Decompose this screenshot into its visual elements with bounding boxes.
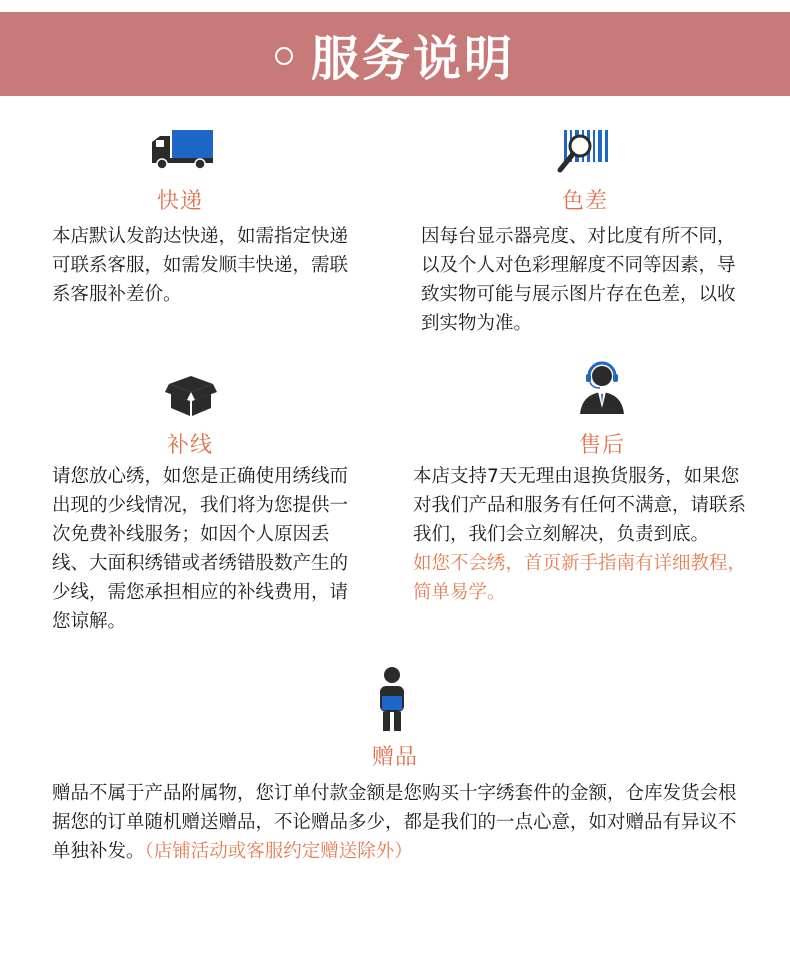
thread-title: 补线 xyxy=(166,433,213,458)
thread-text: 请您放心绣，如您是正确使用绣线而出现的少线情况，我们将为您提供一次免费补线服务；如因个人原因丢线、大面积绣错或者绣错股数产生的少线，需您承担相应的补线费用，请您谅解。 xyxy=(52,466,349,632)
box-icon xyxy=(165,372,217,418)
truck-icon xyxy=(150,128,214,170)
support-agent-icon xyxy=(578,360,626,416)
gift-title: 赠品 xyxy=(371,745,418,770)
express-text: 本店默认发韵达快递，如需指定快递可联系客服，如需发顺丰快递，需联系客服补差价。 xyxy=(52,226,349,305)
color-text: 因每台显示器亮度、对比度有所不同，以及个人对色彩理解度不同等因素，导致实物可能与展示图片存在色差，以收到实物为准。 xyxy=(421,226,736,334)
page-title: 服务说明 xyxy=(310,30,515,87)
gift-note: （店铺活动或客服约定赠送除外） xyxy=(144,841,413,862)
aftersale-block xyxy=(413,462,753,607)
gift-text: 赠品不属于产品附属物，您订单付款金额是您购买十字绣套件的金额，仓库发货会根据您的订单随机赠送赠品，不论赠品多少，都是我们的一点心意，如对赠品有异议不单独补发。 xyxy=(52,783,737,862)
aftersale-highlight: 如您不会绣，首页新手指南有详细教程，简单易学。 xyxy=(413,553,747,603)
gift-block xyxy=(52,779,752,866)
color-title: 色差 xyxy=(561,189,608,214)
header-banner xyxy=(0,12,790,96)
person-gift-icon xyxy=(372,666,412,732)
express-title: 快递 xyxy=(156,189,203,214)
aftersale-title: 售后 xyxy=(578,433,625,458)
circle-icon xyxy=(275,47,293,65)
barcode-magnifier-icon xyxy=(556,128,612,176)
aftersale-text: 本店支持7天无理由退换货服务，如果您对我们产品和服务有任何不满意，请联系我们，我们会立刻解决，负责到底。 xyxy=(413,466,747,545)
